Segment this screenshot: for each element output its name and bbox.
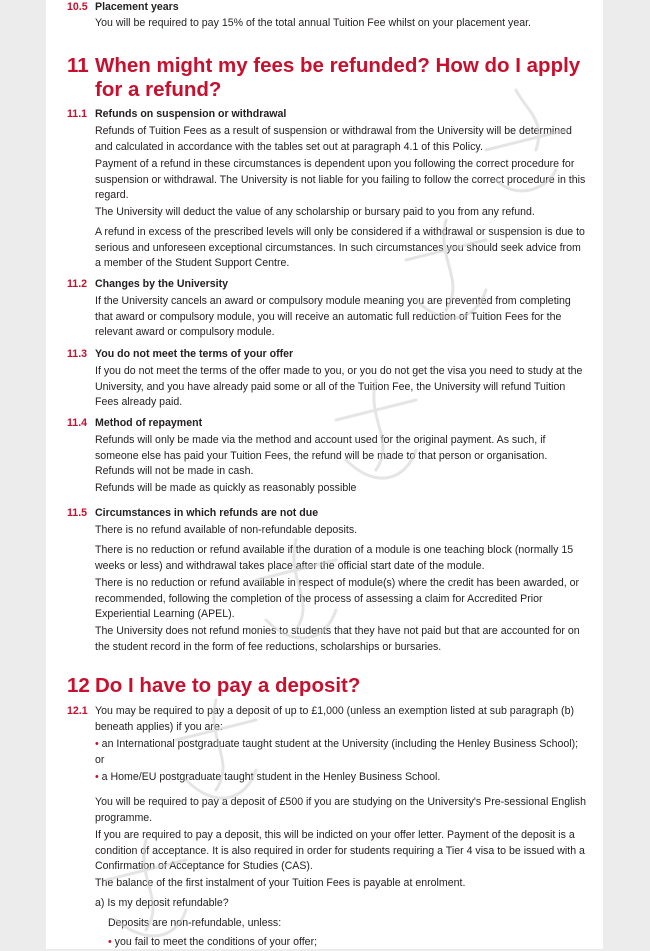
paragraph: If the University cancels an award or compulsory module meaning you are prevented from completing that award or compulsory module, you will receive an automatic full reduction of Tuition Fees for the relevant award or compulsory module. xyxy=(95,295,571,339)
list-item-text: a Home/EU postgraduate taught student in the Henley Business School. xyxy=(101,771,441,783)
bullet-marker: • xyxy=(95,738,99,750)
document-page xyxy=(46,0,603,949)
paragraph: You will be required to pay a deposit of £500 if you are studying on the University's Pre-sessional English programme. xyxy=(95,796,586,824)
section-title: You do not meet the terms of your offer xyxy=(95,348,294,360)
section-11-5-heading xyxy=(67,506,597,522)
paragraph: You will be required to pay 15% of the total annual Tuition Fee whilst on your placement year. xyxy=(95,17,531,29)
section-11-heading xyxy=(67,54,587,102)
section-12-1-number: 12.1 xyxy=(67,705,88,717)
section-title: Circumstances in which refunds are not due xyxy=(95,507,319,519)
list-item xyxy=(108,935,600,951)
paragraph: Payment of a refund in these circumstances is dependent upon you following the correct procedure for suspension or withdrawal. The University is not liable for you failing to follow the correct procedure in this regard. xyxy=(95,158,586,202)
paragraph: The University does not refund monies to students that they have not paid but that are accounted for on the student record in the form of fee reductions, scholarships or bursaries. xyxy=(95,625,580,653)
section-title: Method of repayment xyxy=(95,417,203,429)
section-number: 11.2 xyxy=(67,278,88,290)
section-number: 12 xyxy=(67,674,90,697)
section-title-line-1: When might my fees be refunded? How do I apply xyxy=(95,54,581,77)
paragraph: There is no reduction or refund available in respect of module(s) where the credit has been awarded, or recommended, following the completion of the process of assessing a claim for Accredited Prior Experiential Learning (APEL). xyxy=(95,577,580,621)
section-title: Changes by the University xyxy=(95,278,229,290)
section-number: 11.5 xyxy=(67,507,88,519)
bullet-marker: • xyxy=(95,771,99,783)
section-12-heading xyxy=(67,674,587,698)
paragraph: Refunds will only be made via the method and account used for the original payment. As such, if someone else has paid your Tuition Fees, the refund will be made to that person or organisation. Refunds will not be made in cash. xyxy=(95,434,548,478)
section-11-1-heading xyxy=(67,107,597,123)
list-item-text: an International postgraduate taught student at the University (including the Henley Business School); or xyxy=(95,738,579,766)
section-title: Placement years xyxy=(95,1,179,13)
paragraph: You may be required to pay a deposit of up to £1,000 (unless an exemption listed at sub paragraph (b) beneath applies) if you are: xyxy=(95,705,574,733)
paragraph: There is no reduction or refund available if the duration of a module is one teaching block (normally 15 weeks or less) and withdrawal takes place after the official start date of the module. xyxy=(95,544,574,572)
section-10-5-heading xyxy=(67,0,597,16)
list-item xyxy=(95,737,587,768)
paragraph: Refunds of Tuition Fees as a result of suspension or withdrawal from the University will be determined and calculated in accordance with the tables set out at paragraph 4.1 of this Policy. xyxy=(95,125,572,153)
section-11-2-heading xyxy=(67,277,597,293)
paragraph: Deposits are non-refundable, unless: xyxy=(108,917,282,929)
section-number: 11.4 xyxy=(67,417,88,429)
section-number: 11 xyxy=(67,54,89,77)
section-number: 11.1 xyxy=(67,108,88,120)
sub-item-a-label: a) Is my deposit refundable? xyxy=(95,897,229,909)
section-number: 10.5 xyxy=(67,1,88,13)
section-title: Do I have to pay a deposit? xyxy=(95,674,361,697)
paragraph: Refunds will be made as quickly as reasonably possible xyxy=(95,482,357,494)
paragraph: A refund in excess of the prescribed levels will only be considered if a withdrawal or suspension is due to serious and unforeseen exceptional circumstances. In such circumstances you should seek advice from a member of the Student Support Centre. xyxy=(95,226,585,270)
paragraph: The University will deduct the value of any scholarship or bursary paid to you from any refund. xyxy=(95,206,535,218)
list-item-text: you fail to meet the conditions of your offer; xyxy=(114,936,318,948)
section-number: 11.3 xyxy=(67,348,88,360)
paragraph: If you are required to pay a deposit, this will be indicted on your offer letter. Payment of the deposit is a condition of acceptance. It is also required in order for students requiring a Tier 4 visa to be issued with a Confirmation of Acceptance for Studies (CAS). xyxy=(95,829,585,873)
list-item xyxy=(95,770,587,786)
paragraph: There is no refund available of non-refundable deposits. xyxy=(95,524,358,536)
section-11-4-heading xyxy=(67,416,597,432)
paragraph: The balance of the first instalment of your Tuition Fees is payable at enrolment. xyxy=(95,877,466,889)
section-title-line-2: for a refund? xyxy=(95,78,222,101)
bullet-marker: • xyxy=(108,936,112,948)
section-11-3-heading xyxy=(67,347,597,363)
section-title: Refunds on suspension or withdrawal xyxy=(95,108,287,120)
paragraph: If you do not meet the terms of the offer made to you, or you do not get the visa you need to study at the University, and you have already paid some or all of the Tuition Fee, the University will refund Tuition Fees already paid. xyxy=(95,365,583,409)
